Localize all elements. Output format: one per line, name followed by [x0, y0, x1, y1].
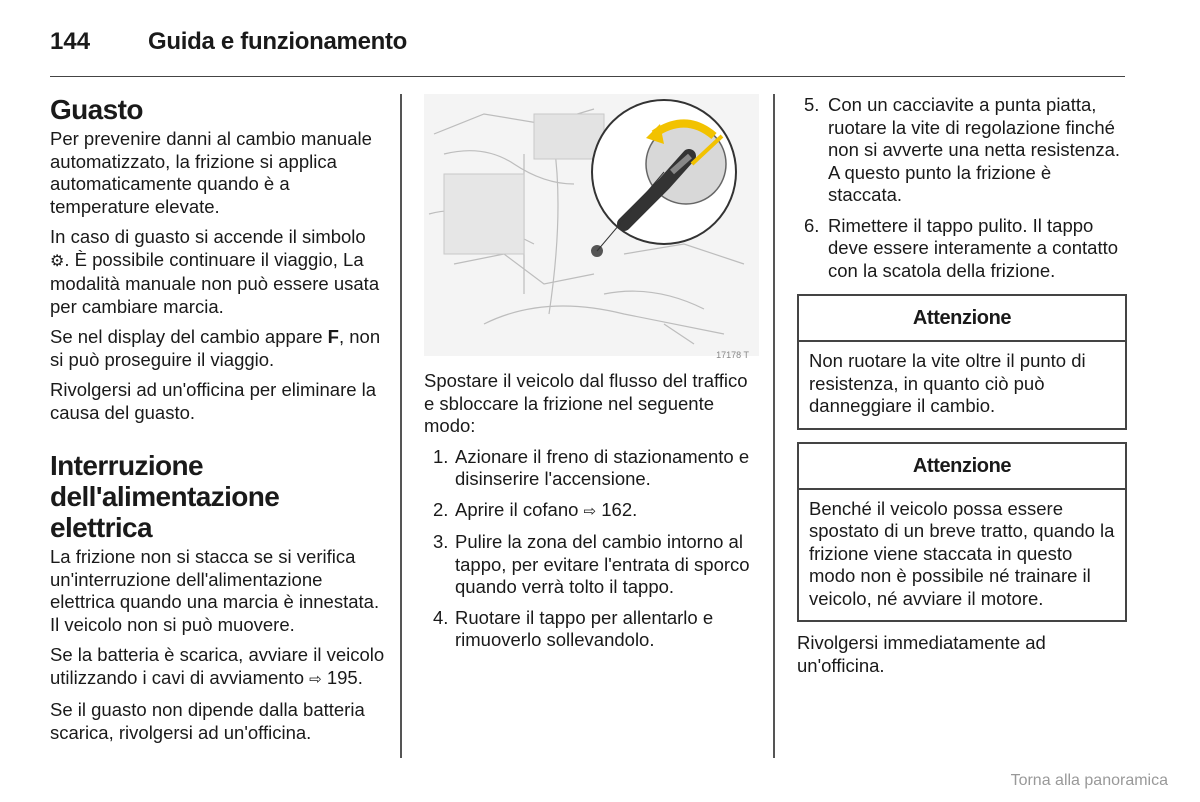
warning-box — [797, 442, 1127, 623]
column-middle — [424, 94, 759, 660]
display-letter: F — [327, 326, 339, 347]
list-item — [424, 446, 759, 491]
step-number: 5. — [804, 94, 820, 115]
steps-list — [424, 446, 759, 652]
clutch-illustration — [424, 94, 759, 360]
paragraph — [50, 226, 385, 318]
step-number: 1. — [433, 445, 449, 467]
steps-list — [797, 94, 1127, 282]
paragraph: Se il guasto non dipende dalla batteria scarica, rivolgersi ad un'officina. — [50, 699, 365, 743]
list-item — [797, 215, 1127, 283]
page-ref[interactable]: 162. — [596, 498, 638, 520]
figure-code: 17178 T — [716, 350, 749, 360]
warning-title: Attenzione — [799, 444, 1125, 490]
paragraph — [50, 644, 385, 691]
list-item — [797, 94, 1127, 207]
warning-body: Benché il veicolo possa essere spostato di un breve tratto, quando la frizione viene staccata in questo modo non è possibile né trainare il veicolo, né avviare il motore. — [809, 497, 1115, 609]
step-text: Ruotare il tappo per allentarlo e rimuoverlo sollevandolo. — [455, 606, 714, 650]
step-number: 3. — [433, 531, 449, 552]
back-to-overview-link[interactable]: Torna alla panoramica — [1010, 772, 1168, 789]
list-item — [424, 607, 759, 652]
paragraph: Rivolgersi immediatamente ad un'officina. — [797, 632, 1046, 676]
warning-body: Non ruotare la vite oltre il punto di resistenza, in quanto ciò può danneggiare il cambio. — [809, 350, 1086, 416]
text: , non si può proseguire il viaggio. — [50, 326, 381, 370]
page-number: 144 — [50, 28, 91, 55]
step-number: 2. — [433, 498, 449, 520]
section-title: Guida e funzionamento — [148, 28, 408, 55]
text: Se la batteria è scarica, avviare il veicolo utilizzando i cavi di avviamento — [50, 644, 385, 688]
text: Se nel display del cambio appare — [50, 326, 328, 347]
page-ref[interactable]: 195. — [321, 666, 363, 688]
page-header — [50, 24, 1125, 77]
page-ref-arrow-icon: ⇨ — [583, 502, 597, 520]
text: . È possibile continuare il viaggio, La modalità manuale non può essere usata per cambiare marcia. — [50, 248, 380, 317]
column-divider — [773, 94, 775, 758]
page-ref-arrow-icon: ⇨ — [309, 670, 322, 688]
engine-bay-drawing — [424, 94, 759, 356]
step-text: Con un cacciavite a punta piatta, ruotare la vite di regolazione finché non si avverte una netta resistenza. A questo punto la frizione è staccata. — [828, 94, 1121, 205]
step-number: 4. — [433, 606, 449, 628]
column-left — [50, 94, 385, 752]
paragraph: La frizione non si stacca se si verifica un'interruzione dell'alimentazione elettrica quando una marcia è innestata. Il veicolo non si può muovere. — [50, 546, 380, 635]
clutch-warning-icon: ⚙ — [50, 252, 65, 270]
text: In caso di guasto si accende il simbolo — [50, 226, 366, 247]
paragraph: Rivolgersi ad un'officina per eliminare la causa del guasto. — [50, 379, 377, 423]
column-divider — [400, 94, 402, 758]
paragraph — [50, 326, 385, 371]
list-item — [424, 499, 759, 524]
warning-box — [797, 294, 1127, 430]
step-text: Aprire il cofano — [455, 498, 584, 520]
step-text: Azionare il freno di stazionamento e disinserire l'accensione. — [455, 445, 750, 489]
step-number: 6. — [804, 214, 820, 236]
paragraph: Per prevenire danni al cambio manuale automatizzato, la frizione si applica automaticamente quando è a temperature elevate. — [50, 128, 372, 217]
step-text: Rimettere il tappo pulito. Il tappo deve essere interamente a contatto con la scatola della frizione. — [828, 214, 1119, 281]
heading-guasto: Guasto — [50, 94, 143, 125]
paragraph: Spostare il veicolo dal flusso del traffico e sbloccare la frizione nel seguente modo: — [424, 370, 748, 436]
warning-title: Attenzione — [799, 296, 1125, 342]
step-text: Pulire la zona del cambio intorno al tappo, per evitare l'entrata di sporco quando verrà tolto il tappo. — [455, 531, 750, 597]
list-item — [424, 531, 759, 599]
column-right — [797, 94, 1127, 685]
heading-interruzione: Interruzione dell'alimentazione elettrica — [50, 450, 280, 543]
